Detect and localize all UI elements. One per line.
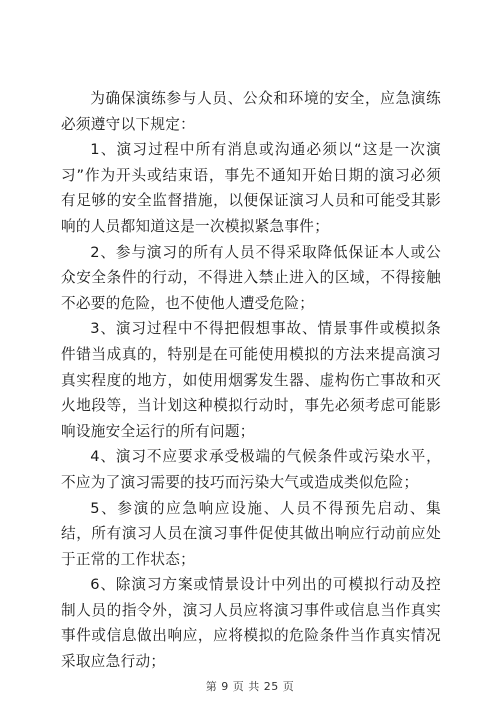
paragraph-rule-6: 6、除演习方案或情景设计中列出的可模拟行动及控制人员的指令外，演习人员应将演习事件或信息当作真实事件或信息做出响应，应将模拟的危险条件当作真实情况采取应急行动； <box>61 576 441 671</box>
paragraph-rule-1: 1、演习过程中所有消息或沟通必须以“这是一次演习”作为开头或结束语，事先不通知开始日期的演习必须有足够的安全监督措施，以便保证演习人员和可能受其影响的人员都知道这是一次模拟紧急事件； <box>61 141 441 235</box>
paragraph-rule-4: 4、演习不应要求承受极端的气候条件或污染水平，不应为了演习需要的技巧而污染大气或造成类似危险； <box>61 448 441 491</box>
paragraph-intro: 为确保演练参与人员、公众和环境的安全，应急演练必须遵守以下规定： <box>61 90 441 133</box>
paragraph-rule-3: 3、演习过程中不得把假想事故、情景事件或模拟条件错当成真的，特别是在可能使用模拟的方法来提高演习真实程度的地方，如使用烟雾发生器、虚构伤亡事故和灭火地段等，当计划这种模拟行动时，事先必须考虑可能影响设施安全运行的所有问题； <box>61 320 441 440</box>
page-number-footer: 第 9 页 共 25 页 <box>205 680 295 693</box>
paragraph-rule-5: 5、参演的应急响应设施、人员不得预先启动、集结，所有演习人员在演习事件促使其做出响应行动前应处于正常的工作状态； <box>61 499 441 568</box>
paragraph-rule-2: 2、参与演习的所有人员不得采取降低保证本人或公众安全条件的行动，不得进入禁止进入的区域，不得接触不必要的危险，也不使他人遭受危险； <box>61 243 441 312</box>
document-body <box>61 86 441 675</box>
